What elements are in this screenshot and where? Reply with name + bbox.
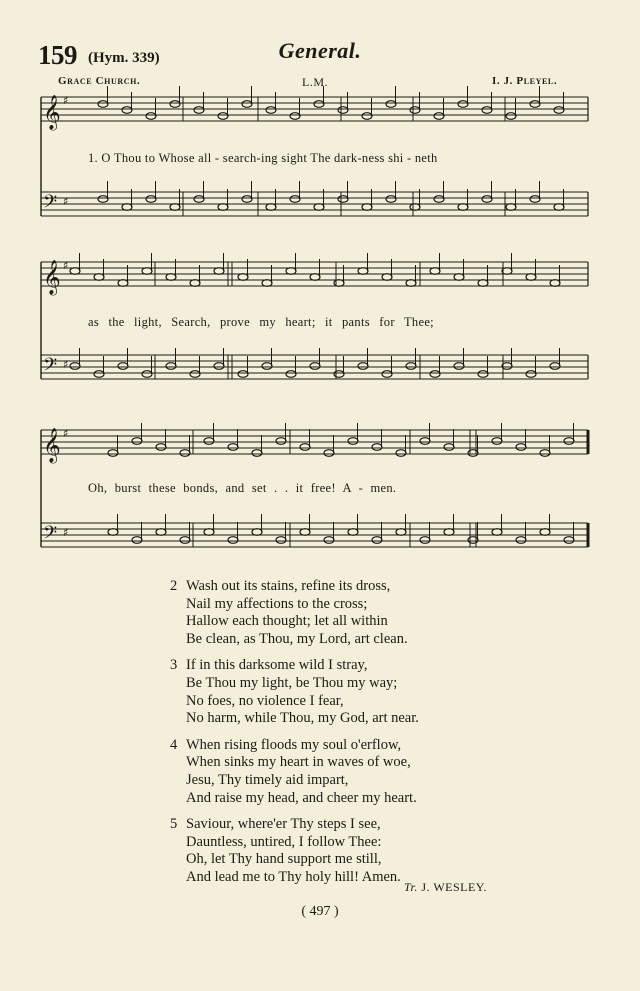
verse-number: 4 <box>170 736 178 753</box>
note-head <box>530 101 540 108</box>
note-head <box>190 280 200 287</box>
verse-number: 5 <box>170 815 178 832</box>
treble-clef-icon: 𝄞 <box>43 95 61 130</box>
note-head <box>142 371 152 378</box>
verse <box>172 737 512 808</box>
note-head <box>122 204 132 211</box>
note-head <box>526 274 536 281</box>
sharp-icon: ♯ <box>63 195 69 208</box>
verse-line: Be clean, as Thou, my Lord, art clean. <box>186 631 408 648</box>
verse <box>172 657 512 728</box>
note-head <box>98 196 108 203</box>
note-head <box>266 107 276 114</box>
note-head <box>94 371 104 378</box>
verse-line: No harm, while Thou, my God, art near. <box>186 710 419 727</box>
verse-line: When sinks my heart in waves of woe, <box>186 754 411 771</box>
note-head <box>338 196 348 203</box>
note-head <box>300 529 310 536</box>
note-head <box>94 274 104 281</box>
note-head <box>358 268 368 275</box>
note-head <box>252 529 262 536</box>
page-number: ( 497 ) <box>301 904 339 919</box>
note-head <box>338 107 348 114</box>
note-head <box>166 274 176 281</box>
note-head <box>276 438 286 445</box>
lyrics-system-1: 1. O Thou to Whose all - search-ing sight The dark-ness shi - neth <box>88 151 438 165</box>
note-head <box>276 537 286 544</box>
note-head <box>396 529 406 536</box>
hymn-number: 159 <box>38 40 77 70</box>
note-head <box>478 280 488 287</box>
note-head <box>70 363 80 370</box>
treble-clef-icon: 𝄞 <box>43 428 61 463</box>
note-head <box>218 204 228 211</box>
note-head <box>358 363 368 370</box>
note-head <box>170 204 180 211</box>
note-head <box>228 537 238 544</box>
note-head <box>118 280 128 287</box>
verses <box>172 578 512 895</box>
verse-line: And raise my head, and cheer my heart. <box>186 789 417 806</box>
note-head <box>458 204 468 211</box>
note-head <box>506 113 516 120</box>
note-head <box>540 450 550 457</box>
note-head <box>314 204 324 211</box>
sharp-icon: ♯ <box>63 94 69 107</box>
note-head <box>430 268 440 275</box>
note-head <box>286 268 296 275</box>
bass-clef-icon: 𝄢 <box>43 192 58 217</box>
verse-line: Saviour, where'er Thy steps I see, <box>186 815 381 832</box>
note-head <box>142 268 152 275</box>
note-head <box>478 371 488 378</box>
note-head <box>454 274 464 281</box>
lyrics-system-2: as the light, Search, prove my heart; it pants for Thee; <box>88 315 434 329</box>
note-head <box>492 438 502 445</box>
note-head <box>554 107 564 114</box>
sharp-icon: ♯ <box>63 358 69 371</box>
hymn-reference: (Hym. 339) <box>88 50 160 66</box>
lyrics-system-3: Oh, burst these bonds, and set . . it free! A - men. <box>88 481 397 495</box>
note-head <box>362 113 372 120</box>
translator-name: J. WESLEY. <box>421 880 487 894</box>
note-head <box>458 101 468 108</box>
note-head <box>156 529 166 536</box>
note-head <box>564 537 574 544</box>
note-head <box>146 113 156 120</box>
sharp-icon: ♯ <box>63 427 69 440</box>
note-head <box>430 371 440 378</box>
note-head <box>540 529 550 536</box>
verse-line: Be Thou my light, be Thou my way; <box>186 675 398 692</box>
verse-line: Nail my affections to the cross; <box>186 595 368 612</box>
verse-line: No foes, no violence I fear, <box>186 692 344 709</box>
composer: I. J. Pleyel. <box>492 75 558 87</box>
note-head <box>290 196 300 203</box>
note-head <box>252 450 262 457</box>
note-head <box>314 101 324 108</box>
meter: L.M. <box>302 75 328 89</box>
note-head <box>218 113 228 120</box>
verse-line: If in this darksome wild I stray, <box>186 657 368 674</box>
bass-clef-icon: 𝄢 <box>43 523 58 548</box>
note-head <box>406 280 416 287</box>
note-head <box>228 444 238 451</box>
note-head <box>242 196 252 203</box>
note-head <box>310 363 320 370</box>
note-head <box>146 196 156 203</box>
note-head <box>156 444 166 451</box>
note-head <box>434 196 444 203</box>
note-head <box>286 371 296 378</box>
note-head <box>266 204 276 211</box>
treble-clef-icon: 𝄞 <box>43 260 61 295</box>
note-head <box>554 204 564 211</box>
note-head <box>204 529 214 536</box>
verse-line: Wash out its stains, refine its dross, <box>186 578 391 594</box>
translator-credit <box>404 880 487 895</box>
verse-line: Oh, let Thy hand support me still, <box>186 851 382 868</box>
verse-number: 2 <box>170 578 178 594</box>
verse <box>172 578 512 649</box>
note-head <box>132 438 142 445</box>
note-head <box>242 101 252 108</box>
note-head <box>386 196 396 203</box>
note-head <box>372 537 382 544</box>
note-head <box>262 280 272 287</box>
note-head <box>382 274 392 281</box>
note-head <box>420 438 430 445</box>
verse <box>172 816 512 887</box>
note-head <box>214 268 224 275</box>
bass-clef-icon: 𝄢 <box>43 355 58 380</box>
note-head <box>406 363 416 370</box>
verse-line: Hallow each thought; let all within <box>186 613 388 630</box>
note-head <box>396 450 406 457</box>
verse-line: And lead me to Thy holy hill! Amen. <box>186 869 401 886</box>
note-head <box>238 371 248 378</box>
note-head <box>410 204 420 211</box>
note-head <box>526 371 536 378</box>
note-head <box>444 444 454 451</box>
note-head <box>214 363 224 370</box>
note-head <box>324 537 334 544</box>
note-head <box>166 363 176 370</box>
note-head <box>122 107 132 114</box>
translator-prefix: Tr. <box>404 880 418 894</box>
note-head <box>204 438 214 445</box>
note-head <box>362 204 372 211</box>
note-head <box>434 113 444 120</box>
note-head <box>194 196 204 203</box>
note-head <box>410 107 420 114</box>
note-head <box>170 101 180 108</box>
note-head <box>324 450 334 457</box>
note-head <box>310 274 320 281</box>
note-head <box>382 371 392 378</box>
note-head <box>118 363 128 370</box>
note-head <box>262 363 272 370</box>
note-head <box>444 529 454 536</box>
note-head <box>108 529 118 536</box>
note-head <box>516 444 526 451</box>
note-head <box>564 438 574 445</box>
note-head <box>516 537 526 544</box>
note-head <box>300 444 310 451</box>
note-head <box>492 529 502 536</box>
verse-number: 3 <box>170 657 178 674</box>
note-head <box>132 537 142 544</box>
note-head <box>70 268 80 275</box>
note-head <box>190 371 200 378</box>
tune-name: Grace Church. <box>58 75 141 87</box>
section-title: General. <box>278 38 362 63</box>
note-head <box>348 438 358 445</box>
note-head <box>180 537 190 544</box>
note-head <box>482 196 492 203</box>
note-head <box>180 450 190 457</box>
note-head <box>530 196 540 203</box>
note-head <box>550 363 560 370</box>
note-head <box>372 444 382 451</box>
note-head <box>420 537 430 544</box>
note-head <box>108 450 118 457</box>
note-head <box>348 529 358 536</box>
note-head <box>238 274 248 281</box>
verse-line: Dauntless, untired, I follow Thee: <box>186 833 382 850</box>
note-head <box>194 107 204 114</box>
sharp-icon: ♯ <box>63 259 69 272</box>
note-head <box>550 280 560 287</box>
note-head <box>482 107 492 114</box>
verse-line: When rising floods my soul o'erflow, <box>186 736 402 753</box>
note-head <box>98 101 108 108</box>
sharp-icon: ♯ <box>63 526 69 539</box>
verse-line: Jesu, Thy timely aid impart, <box>186 772 349 789</box>
note-head <box>290 113 300 120</box>
note-head <box>506 204 516 211</box>
note-head <box>386 101 396 108</box>
note-head <box>454 363 464 370</box>
